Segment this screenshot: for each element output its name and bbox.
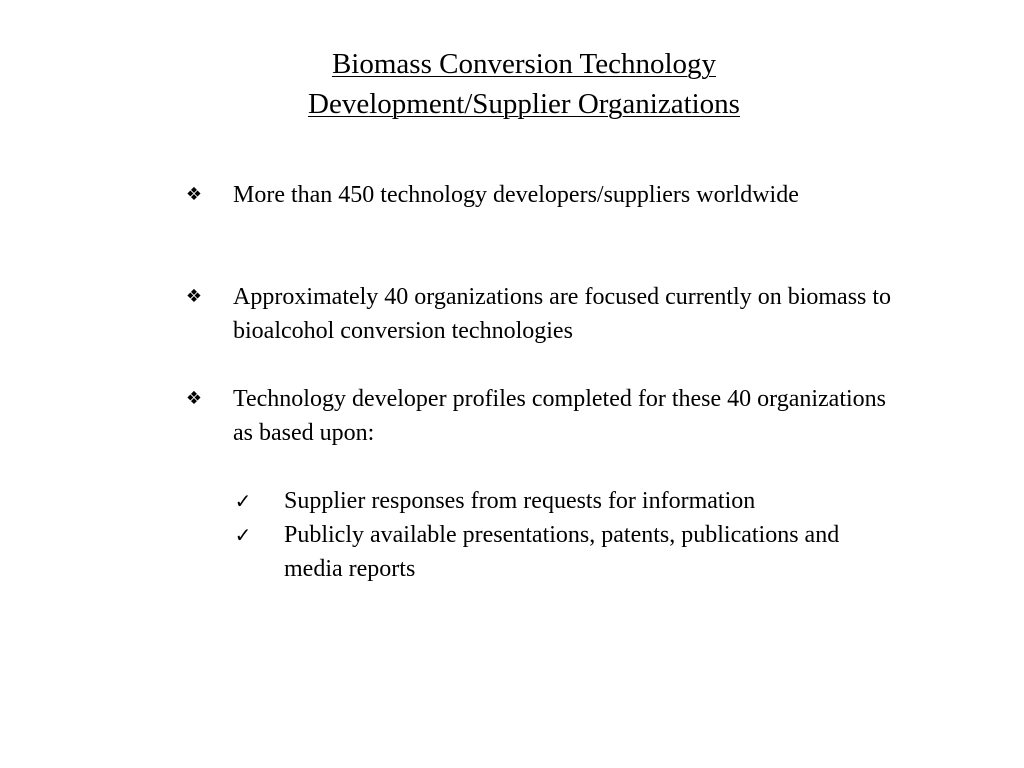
- bullet-item: [0, 382, 893, 450]
- slide-title: [0, 44, 1024, 124]
- sub-bullet-item: [0, 518, 884, 586]
- sub-bullet-text: Supplier responses from requests for information: [284, 488, 756, 514]
- bullet-item: [0, 280, 893, 348]
- sub-bullet-text: Publicly available presentations, patents, publications and media reports: [284, 522, 840, 582]
- checkmark-icon: ✓: [234, 523, 252, 547]
- bullet-item: [0, 178, 893, 212]
- diamond-bullet-icon: ❖: [185, 286, 203, 307]
- diamond-bullet-icon: ❖: [185, 184, 203, 205]
- bullet-text: Approximately 40 organizations are focused currently on biomass to bioalcohol conversion technologies: [233, 284, 892, 344]
- title-line-1: Biomass Conversion Technology: [331, 48, 717, 80]
- diamond-bullet-icon: ❖: [185, 388, 203, 409]
- checkmark-icon: ✓: [234, 489, 252, 513]
- sub-bullet-item: [0, 484, 884, 518]
- bullet-text: Technology developer profiles completed for these 40 organizations as based upon:: [233, 386, 887, 446]
- title-line-2: Development/Supplier Organizations: [308, 88, 740, 120]
- bullet-text: More than 450 technology developers/suppliers worldwide: [233, 182, 799, 208]
